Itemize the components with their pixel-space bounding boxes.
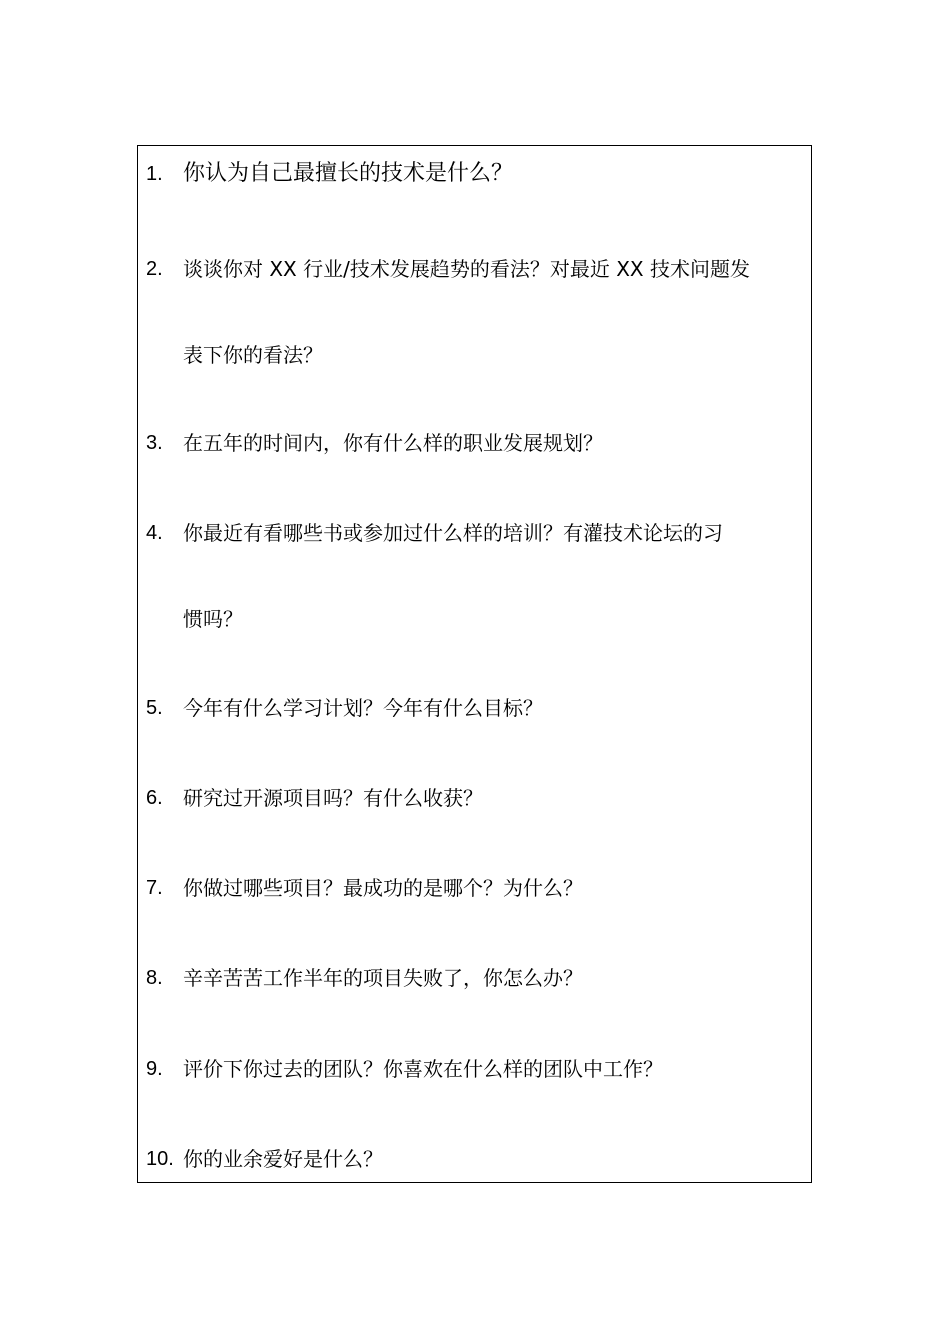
- question-text: 你认为自己最擅长的技术是什么？: [183, 161, 514, 186]
- question-text: 在五年的时间内，你有什么样的职业发展规划？: [183, 431, 603, 455]
- question-number: 10.: [146, 1148, 174, 1170]
- question-text: 谈谈你对 XX 行业/技术发展趋势的看法？对最近 XX 技术问题发: [183, 257, 750, 281]
- question-number: 2.: [146, 258, 163, 280]
- question-number: 6.: [146, 787, 163, 809]
- question-number: 4.: [146, 522, 163, 544]
- question-text: 评价下你过去的团队？你喜欢在什么样的团队中工作？: [183, 1057, 663, 1081]
- question-text-continued: 表下你的看法？: [183, 343, 323, 367]
- question-number: 8.: [146, 967, 163, 989]
- question-text: 今年有什么学习计划？今年有什么目标？: [183, 696, 543, 720]
- question-number: 7.: [146, 877, 163, 899]
- question-number: 1.: [146, 163, 163, 185]
- question-number: 5.: [146, 697, 163, 719]
- question-box: [137, 145, 812, 1183]
- question-text: 你最近有看哪些书或参加过什么样的培训？有灌技术论坛的习: [183, 521, 723, 545]
- question-text-continued: 惯吗？: [183, 607, 243, 631]
- question-text: 你的业余爱好是什么？: [183, 1147, 383, 1171]
- question-text: 你做过哪些项目？最成功的是哪个？为什么？: [183, 876, 583, 900]
- question-text: 研究过开源项目吗？有什么收获？: [183, 786, 483, 810]
- question-number: 9.: [146, 1058, 163, 1080]
- question-number: 3.: [146, 432, 163, 454]
- question-text: 辛辛苦苦工作半年的项目失败了，你怎么办？: [183, 966, 583, 990]
